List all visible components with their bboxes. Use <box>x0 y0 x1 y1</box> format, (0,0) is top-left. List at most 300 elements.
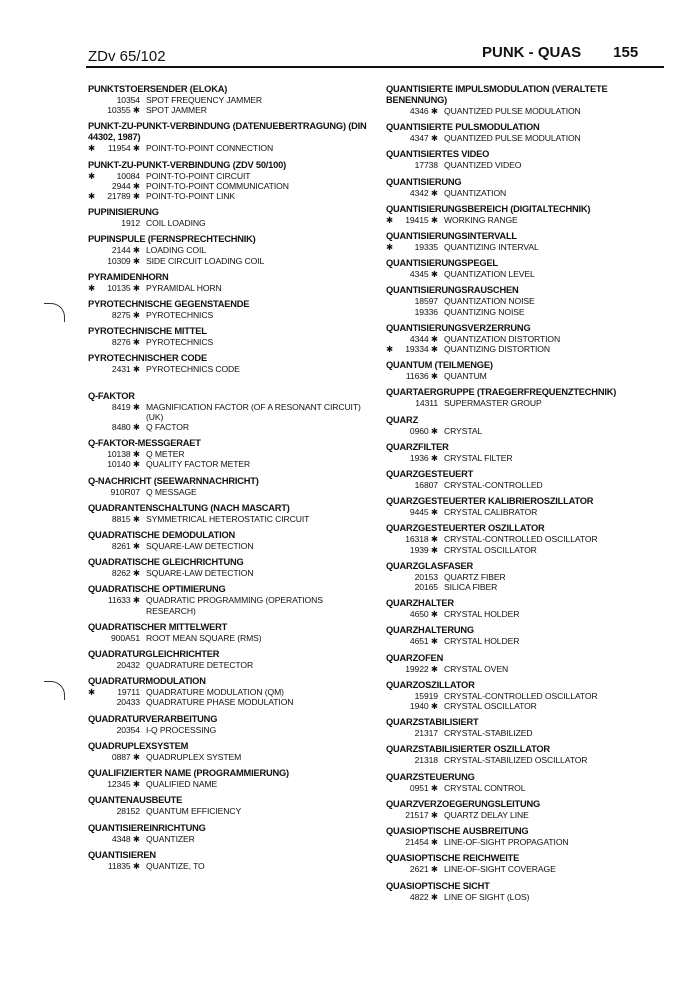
english-term: SIDE CIRCUIT LOADING COIL <box>146 255 265 266</box>
translation-line <box>386 810 670 820</box>
translation-line <box>386 307 670 317</box>
marker <box>386 691 402 701</box>
translation-line <box>386 188 670 198</box>
english-term: QUANTUM EFFICIENCY <box>146 806 242 817</box>
marker <box>386 307 402 317</box>
marker <box>386 728 402 738</box>
dictionary-entry <box>386 469 670 490</box>
entry-headword: PUNKT-ZU-PUNKT-VERBINDUNG (DATENUEBERTRAGUNG) (DIN 44302, 1987) <box>88 121 367 143</box>
english-term: QUANTIZE, TO <box>146 860 205 871</box>
dictionary-entry <box>386 323 670 354</box>
marker <box>386 892 402 902</box>
term-number: 2944 ✱ <box>111 180 140 191</box>
dictionary-entry <box>386 853 670 874</box>
marker <box>386 755 402 765</box>
term-number: 21318 <box>414 755 438 766</box>
term-number: 20354 <box>116 724 140 735</box>
marker <box>386 398 402 408</box>
dictionary-entry <box>386 744 670 765</box>
marker: ✱ <box>88 170 96 181</box>
entry-headword: QUADRATISCHER MITTELWERT <box>88 621 228 632</box>
entry-headword: PUPINSPULE (FERNSPRECHTECHNIK) <box>88 234 256 245</box>
english-term: CRYSTAL OVEN <box>444 663 509 674</box>
entry-headword: PUNKT-ZU-PUNKT-VERBINDUNG (ZDV 50/100) <box>88 159 286 170</box>
term-number: 21454 ✱ <box>405 837 438 848</box>
marker <box>386 636 402 646</box>
english-term: Q FACTOR <box>146 422 189 433</box>
dictionary-entry <box>386 387 670 408</box>
english-term: PYROTECHNICS <box>146 310 214 321</box>
marker <box>386 545 402 555</box>
term-number: 21317 <box>414 728 438 739</box>
marker: ✱ <box>88 687 96 698</box>
dictionary-entry <box>88 622 368 643</box>
translation-line <box>88 568 368 578</box>
entry-headword: QUASIOPTISCHE AUSBREITUNG <box>386 826 529 837</box>
term-number: 19334 ✱ <box>405 344 438 355</box>
entry-headword: QUARZGLASFASER <box>386 560 474 571</box>
translation-line <box>88 191 368 201</box>
marker: ✱ <box>386 242 394 253</box>
translation-line <box>88 402 368 422</box>
english-term: SYMMETRICAL HETEROSTATIC CIRCUIT <box>146 513 310 524</box>
dictionary-entry <box>386 122 670 143</box>
entry-headword: QUANTISIERUNGSVERZERRUNG <box>386 322 531 333</box>
term-number: 4650 ✱ <box>409 609 438 620</box>
marker: ✱ <box>88 191 96 202</box>
dictionary-entry <box>386 598 670 619</box>
marker: ✱ <box>386 214 394 225</box>
entry-headword: QUANTISIERUNGSPEGEL <box>386 258 498 269</box>
marker <box>88 861 104 871</box>
entry-headword: QUADRUPLEXSYSTEM <box>88 740 189 751</box>
translation-line <box>88 218 368 228</box>
translation-line <box>88 697 368 707</box>
marker <box>88 181 104 191</box>
marker <box>386 269 402 279</box>
english-term: QUARTZ DELAY LINE <box>444 809 529 820</box>
marker <box>386 864 402 874</box>
english-term: LINE OF SIGHT (LOS) <box>444 891 530 902</box>
entry-headword: QUARZOFEN <box>386 652 444 663</box>
dictionary-entry <box>386 799 670 820</box>
term-number: 8419 ✱ <box>111 401 140 412</box>
english-term: POINT-TO-POINT CIRCUIT <box>146 170 251 181</box>
translation-line <box>386 582 670 592</box>
term-number: 18597 <box>414 296 438 307</box>
translation-line <box>386 691 670 701</box>
translation-line <box>386 426 670 436</box>
translation-line <box>386 215 670 225</box>
section-range <box>482 44 638 61</box>
term-number: 910R07 <box>110 486 140 497</box>
english-term: Q MESSAGE <box>146 486 197 497</box>
marker <box>88 697 104 707</box>
dictionary-entry <box>88 741 368 762</box>
term-number: 10084 <box>116 170 140 181</box>
term-number: 20153 <box>414 571 438 582</box>
term-number: 8262 ✱ <box>111 568 140 579</box>
translation-line <box>386 701 670 711</box>
margin-mark <box>44 303 65 322</box>
header-rule <box>86 66 664 68</box>
marker <box>386 188 402 198</box>
translation-line <box>386 572 670 582</box>
entry-headword: QUARZGESTEUERTER KALIBRIEROSZILLATOR <box>386 496 594 507</box>
term-number: 900A51 <box>110 632 140 643</box>
entry-headword: PYROTECHNISCHER CODE <box>88 353 207 364</box>
translation-line <box>88 752 368 762</box>
term-number: 0887 ✱ <box>111 751 140 762</box>
term-number: 8276 ✱ <box>111 337 140 348</box>
dictionary-entry <box>88 823 368 844</box>
dictionary-entry <box>88 503 368 524</box>
english-term: QUANTIZING NOISE <box>444 306 525 317</box>
entry-headword: QUANTISIERUNGSINTERVALL <box>386 231 517 242</box>
term-number: 11633 ✱ <box>107 595 140 606</box>
dictionary-entry <box>386 285 670 316</box>
term-number: 4347 ✱ <box>409 133 438 144</box>
term-number: 4345 ✱ <box>409 269 438 280</box>
document-id: ZDv 65/102 <box>88 48 166 65</box>
entry-headword: PUNKTSTOERSENDER (ELOKA) <box>88 84 228 94</box>
entry-headword: QUADRATURVERARBEITUNG <box>88 713 218 724</box>
translation-line <box>88 337 368 347</box>
dictionary-entry <box>88 391 368 433</box>
entry-headword: QUALIFIZIERTER NAME (PROGRAMMIERUNG) <box>88 768 289 779</box>
marker <box>386 609 402 619</box>
term-number: 1936 ✱ <box>409 452 438 463</box>
translation-line <box>386 296 670 306</box>
dictionary-entry <box>88 160 368 202</box>
marker <box>88 487 104 497</box>
dictionary-entry <box>88 795 368 816</box>
term-number: 21789 ✱ <box>107 191 140 202</box>
translation-line <box>88 633 368 643</box>
translation-line <box>88 834 368 844</box>
entry-headword: QUADRATURMODULATION <box>88 676 206 687</box>
english-term: PYRAMIDAL HORN <box>146 282 222 293</box>
translation-line <box>88 725 368 735</box>
entry-headword: QUANTISIERTES VIDEO <box>386 149 490 160</box>
term-number: 21517 ✱ <box>405 809 438 820</box>
entry-headword: QUANTISIEREN <box>88 849 156 860</box>
marker <box>386 133 402 143</box>
marker <box>88 779 104 789</box>
marker <box>386 783 402 793</box>
dictionary-entry <box>386 258 670 279</box>
english-term: WORKING RANGE <box>444 214 518 225</box>
english-term: CRYSTAL-STABILIZED <box>444 728 533 739</box>
term-number: 0951 ✱ <box>409 782 438 793</box>
english-term: SQUARE-LAW DETECTION <box>146 541 254 552</box>
translation-line <box>88 779 368 789</box>
translation-line <box>386 160 670 170</box>
entry-headword: QUASIOPTISCHE SICHT <box>386 880 490 891</box>
translation-line <box>88 449 368 459</box>
entry-headword: QUARZOSZILLATOR <box>386 679 475 690</box>
english-term: LOADING COIL <box>146 245 206 256</box>
english-term: CRYSTAL CONTROL <box>444 782 526 793</box>
english-term: POINT-TO-POINT COMMUNICATION <box>146 180 289 191</box>
english-term: CRYSTAL HOLDER <box>444 636 520 647</box>
english-term: QUANTIZATION NOISE <box>444 296 535 307</box>
english-term: CRYSTAL <box>444 425 483 436</box>
page-number: 155 <box>613 44 639 61</box>
translation-line <box>88 459 368 469</box>
translation-line <box>386 453 670 463</box>
entry-headword: QUARZGESTEUERT <box>386 469 474 480</box>
english-term: SUPERMASTER GROUP <box>444 398 542 409</box>
marker <box>386 160 402 170</box>
term-number: 9445 ✱ <box>409 507 438 518</box>
term-number: 10309 ✱ <box>107 255 140 266</box>
english-term: QUANTIZED PULSE MODULATION <box>444 106 581 116</box>
dictionary-entry <box>88 121 368 153</box>
english-term: CRYSTAL-CONTROLLED OSCILLATOR <box>444 690 598 701</box>
term-number: 1939 ✱ <box>409 544 438 555</box>
term-number: 19711 <box>117 687 140 698</box>
english-term: QUANTIZATION DISTORTION <box>444 333 561 344</box>
translation-line <box>88 171 368 181</box>
dictionary-entry <box>88 207 368 228</box>
dictionary-entry <box>386 231 670 252</box>
translation-line <box>88 595 368 615</box>
english-term: SPOT FREQUENCY JAMMER <box>146 95 263 105</box>
translation-line <box>88 487 368 497</box>
marker <box>88 752 104 762</box>
translation-line <box>386 242 670 252</box>
dictionary-entry <box>88 326 368 347</box>
marker <box>386 664 402 674</box>
english-term: CRYSTAL-CONTROLLED <box>444 480 543 491</box>
entry-headword: Q-FAKTOR-MESSGERAET <box>88 438 201 449</box>
entry-headword: QUANTISIERTE IMPULSMODULATION (VERALTETE BENENNUNG) <box>386 84 608 105</box>
marker <box>386 296 402 306</box>
term-number: 4651 ✱ <box>409 636 438 647</box>
marker <box>88 725 104 735</box>
term-number: 20432 <box>116 660 140 671</box>
entry-headword: QUANTISIERTE PULSMODULATION <box>386 122 540 133</box>
english-term: QUADRUPLEX SYSTEM <box>146 751 242 762</box>
marker <box>88 568 104 578</box>
term-number: 2144 ✱ <box>111 245 140 256</box>
dictionary-entry <box>88 557 368 578</box>
translation-line <box>386 783 670 793</box>
term-number: 28152 <box>116 806 140 817</box>
translation-line <box>386 133 670 143</box>
entry-headword: QUANTISIERUNGSBEREICH (DIGITALTECHNIK) <box>386 203 591 214</box>
entry-headword: PYROTECHNISCHE GEGENSTAENDE <box>88 299 250 310</box>
translation-line <box>88 364 368 374</box>
term-number: 19922 ✱ <box>405 663 438 674</box>
marker: ✱ <box>88 282 96 293</box>
marker <box>88 245 104 255</box>
translation-line <box>88 245 368 255</box>
marker <box>88 422 104 432</box>
marker <box>88 402 104 422</box>
dictionary-entry <box>386 177 670 198</box>
english-term: PYROTECHNICS CODE <box>146 364 240 375</box>
translation-line <box>386 371 670 381</box>
translation-line <box>88 861 368 871</box>
term-number: 2431 ✱ <box>111 364 140 375</box>
entry-headword: QUANTENAUSBEUTE <box>88 795 183 806</box>
dictionary-entry <box>386 442 670 463</box>
entry-headword: QUANTISIERUNG <box>386 176 462 187</box>
margin-mark <box>44 681 65 700</box>
entry-headword: QUARTAERGRUPPE (TRAEGERFREQUENZTECHNIK) <box>386 387 617 398</box>
marker <box>386 534 402 544</box>
translation-line <box>386 106 670 116</box>
marker <box>88 660 104 670</box>
term-number: 4822 ✱ <box>409 891 438 902</box>
marker <box>88 256 104 266</box>
english-term: COIL LOADING <box>146 218 206 229</box>
term-number: 12345 ✱ <box>107 779 140 790</box>
marker <box>88 806 104 816</box>
entry-headword: QUADRATURGLEICHRICHTER <box>88 649 220 660</box>
translation-line <box>88 95 368 105</box>
entry-headword: QUADRATISCHE DEMODULATION <box>88 530 236 541</box>
marker <box>386 334 402 344</box>
translation-line <box>88 310 368 320</box>
english-term: SILICA FIBER <box>444 582 498 593</box>
entry-headword: QUADRATISCHE OPTIMIERUNG <box>88 584 226 595</box>
dictionary-entry <box>386 680 670 711</box>
entry-headword: QUASIOPTISCHE REICHWEITE <box>386 853 520 864</box>
term-number: 14311 <box>415 398 438 409</box>
dictionary-entry <box>386 149 670 170</box>
translation-line <box>386 269 670 279</box>
term-number: 8815 ✱ <box>111 513 140 524</box>
marker <box>88 834 104 844</box>
translation-line <box>386 609 670 619</box>
entry-headword: QUARZVERZOEGERUNGSLEITUNG <box>386 798 541 809</box>
marker <box>386 507 402 517</box>
dictionary-entry <box>386 204 670 225</box>
dictionary-entry <box>88 530 368 551</box>
translation-line <box>88 256 368 266</box>
dictionary-entry <box>386 772 670 793</box>
marker <box>88 95 104 105</box>
english-term: CRYSTAL HOLDER <box>444 609 520 620</box>
left-column <box>88 84 368 877</box>
term-number: 11835 ✱ <box>107 860 140 871</box>
dictionary-entry <box>88 353 368 374</box>
dictionary-entry <box>88 299 368 320</box>
term-number: 8275 ✱ <box>111 310 140 321</box>
marker <box>88 364 104 374</box>
translation-line <box>88 181 368 191</box>
entry-headword: QUARZFILTER <box>386 441 449 452</box>
marker <box>88 633 104 643</box>
marker: ✱ <box>386 344 394 355</box>
marker <box>386 810 402 820</box>
translation-line <box>88 806 368 816</box>
entry-headword: QUANTISIEREINRICHTUNG <box>88 822 206 833</box>
dictionary-entry <box>88 234 368 265</box>
dictionary-entry <box>386 881 670 902</box>
english-term: Q METER <box>146 449 185 460</box>
marker <box>386 480 402 490</box>
dictionary-entry <box>88 584 368 615</box>
marker <box>88 514 104 524</box>
translation-line <box>88 687 368 697</box>
dictionary-entry <box>386 415 670 436</box>
translation-line <box>386 534 670 544</box>
marker <box>386 453 402 463</box>
term-number: 19335 <box>414 242 438 253</box>
translation-line <box>386 398 670 408</box>
dictionary-entry <box>88 714 368 735</box>
dictionary-entry <box>386 653 670 674</box>
translation-line <box>386 636 670 646</box>
term-number: 0960 ✱ <box>409 425 438 436</box>
entry-headword: QUARZHALTERUNG <box>386 625 474 636</box>
term-number: 4344 ✱ <box>409 333 438 344</box>
entry-headword: QUARZHALTER <box>386 598 454 609</box>
translation-line <box>88 143 368 153</box>
english-term: CRYSTAL FILTER <box>444 452 513 463</box>
term-number: 4342 ✱ <box>409 187 438 198</box>
translation-line <box>386 664 670 674</box>
english-term: QUADRATURE MODULATION (QM) <box>146 687 284 698</box>
entry-headword: PUPINISIERUNG <box>88 207 159 218</box>
english-term: I-Q PROCESSING <box>146 724 217 735</box>
entry-headword: QUADRATISCHE GLEICHRICHTUNG <box>88 557 244 568</box>
dictionary-entry <box>88 850 368 871</box>
entry-headword: QUARZSTABILISIERT <box>386 717 479 728</box>
entry-headword: QUARZSTABILISIERTER OSZILLATOR <box>386 744 550 755</box>
translation-line <box>386 480 670 490</box>
term-number: 8261 ✱ <box>111 541 140 552</box>
english-term: QUANTIZING INTERVAL <box>444 242 539 253</box>
english-term: QUANTIZING DISTORTION <box>444 344 550 355</box>
english-term: QUANTIZED PULSE MODULATION <box>444 133 581 144</box>
translation-line <box>386 892 670 902</box>
translation-line <box>88 541 368 551</box>
entry-headword: QUARZSTEUERUNG <box>386 771 475 782</box>
dictionary-entry <box>88 649 368 670</box>
dictionary-entry <box>88 676 368 707</box>
translation-line <box>386 755 670 765</box>
translation-line <box>386 344 670 354</box>
english-term: QUANTIZED VIDEO <box>444 160 522 171</box>
marker <box>88 541 104 551</box>
dictionary-entry <box>88 84 368 115</box>
entry-headword: Q-FAKTOR <box>88 390 135 401</box>
marker <box>386 371 402 381</box>
entry-headword: QUANTISIERUNGSRAUSCHEN <box>386 285 519 296</box>
translation-line <box>386 334 670 344</box>
dictionary-entry <box>88 272 368 293</box>
entry-headword: PYROTECHNISCHE MITTEL <box>88 326 207 337</box>
english-term: ROOT MEAN SQUARE (RMS) <box>146 632 262 643</box>
term-number: 4346 ✱ <box>409 106 438 116</box>
term-number: 19336 <box>414 306 438 317</box>
translation-line <box>88 283 368 293</box>
marker <box>88 449 104 459</box>
term-number: 16318 ✱ <box>405 534 438 545</box>
term-number: 20165 <box>414 582 438 593</box>
dictionary-entry <box>386 561 670 592</box>
english-term: SQUARE-LAW DETECTION <box>146 568 254 579</box>
english-term: SPOT JAMMER <box>146 105 207 116</box>
translation-line <box>386 545 670 555</box>
dictionary-entry <box>386 523 670 554</box>
term-number: 8480 ✱ <box>111 422 140 433</box>
